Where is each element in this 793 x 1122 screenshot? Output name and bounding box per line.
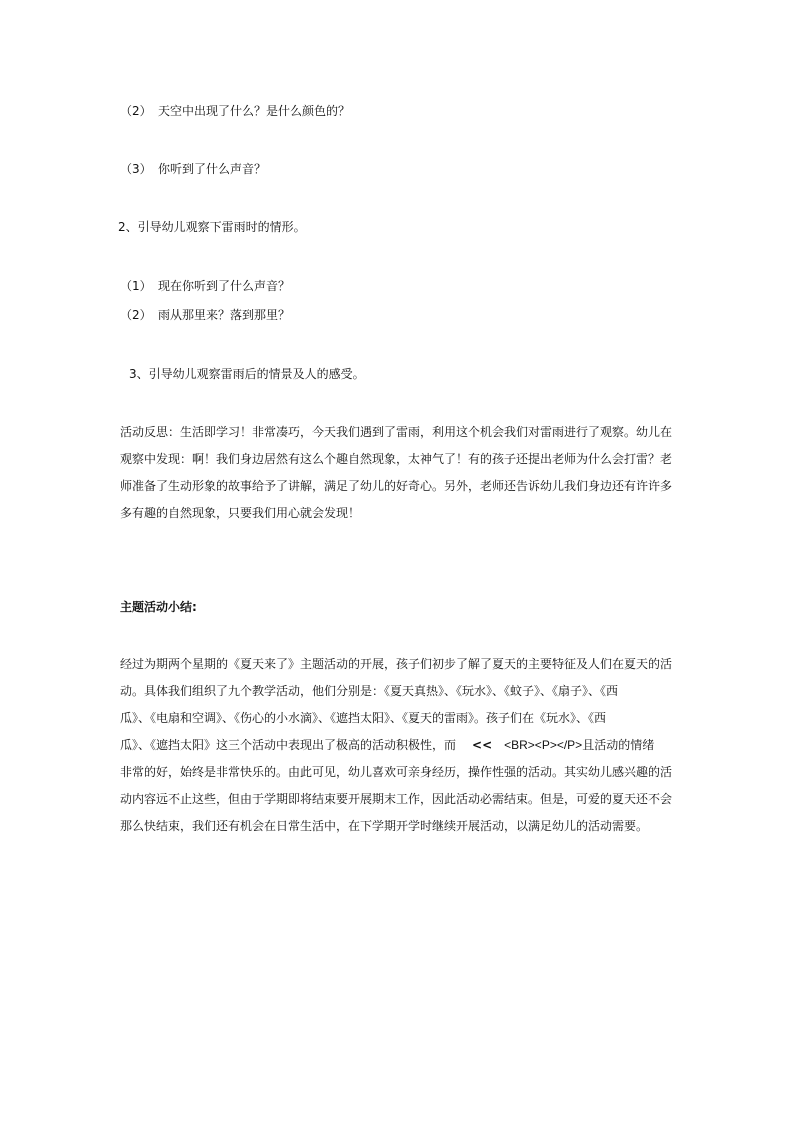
summary-line-with-tags: [120, 737, 680, 764]
question-item: [120, 307, 290, 323]
summary-line: 动内容远不止这些，但由于学期即将结束要开展期末工作，因此活动必需结束。但是，可爱的夏天还不会: [120, 792, 673, 806]
step-2-text: 2、引导幼儿观察下雷雨时的情形。: [118, 220, 306, 234]
reflection-paragraph: [120, 424, 680, 532]
summary-paragraph: [120, 656, 680, 845]
summary-line: 瓜》、《电扇和空调》、《伤心的小水滴》、《遮挡太阳》、《夏天的雷雨》。孩子们在《玩水》、《西: [120, 711, 607, 725]
summary-heading: 主题活动小结:: [120, 600, 197, 614]
summary-line: 那么快结束，我们还有机会在日常生活中，在下学期开学时继续开展活动，以满足幼儿的活动需要。: [120, 819, 649, 833]
reflection-line: 师准备了生动形象的故事给予了讲解，满足了幼儿的好奇心。另外，老师还告诉幼儿我们身边还有许许多: [120, 479, 673, 493]
summary-line: 经过为期两个星期的《夏天来了》主题活动的开展，孩子们初步了解了夏天的主要特征及人们在夏天的活: [120, 657, 673, 671]
reflection-line: 多有趣的自然现象，只要我们用心就会发现！: [120, 506, 361, 520]
summary-line: 动。具体我们组织了九个教学活动，他们分别是：《夏天真热》、《玩水》、《蚊子》、《扇子》、《西: [120, 684, 619, 698]
question-item: [120, 103, 350, 119]
question-number: （1）: [120, 279, 152, 293]
question-number: （3）: [120, 162, 152, 176]
summary-line-start: 瓜》、《遮挡太阳》这三个活动中表现出了极高的活动积极性，而: [120, 738, 457, 752]
step-3-text: 3、引导幼儿观察雷雨后的情景及人的感受。: [129, 367, 365, 381]
markup-tags: <BR><P></P>: [504, 738, 583, 752]
markup-marks: <<: [472, 738, 493, 752]
question-text: 你听到了什么声音？: [158, 162, 267, 176]
reflection-line: 观察中发现：啊！我们身边居然有这么个趣自然现象，太神气了！有的孩子还提出老师为什么会打雷？老: [120, 452, 673, 466]
question-text: 天空中出现了什么？是什么颜色的？: [158, 104, 351, 118]
question-text: 现在你听到了什么声音？: [158, 279, 291, 293]
summary-line: 非常的好，始终是非常快乐的。由此可见，幼儿喜欢可亲身经历，操作性强的活动。其实幼儿感兴趣的活: [120, 765, 673, 779]
reflection-line: 活动反思：生活即学习！非常凑巧，今天我们遇到了雷雨，利用这个机会我们对雷雨进行了观察。幼儿在: [120, 425, 673, 439]
question-number: （2）: [120, 308, 152, 322]
question-number: （2）: [120, 104, 152, 118]
question-item: [120, 278, 290, 294]
summary-line-end: 且活动的情绪: [582, 738, 655, 752]
question-text: 雨从那里来？落到那里？: [158, 308, 291, 322]
question-item: [120, 161, 266, 177]
